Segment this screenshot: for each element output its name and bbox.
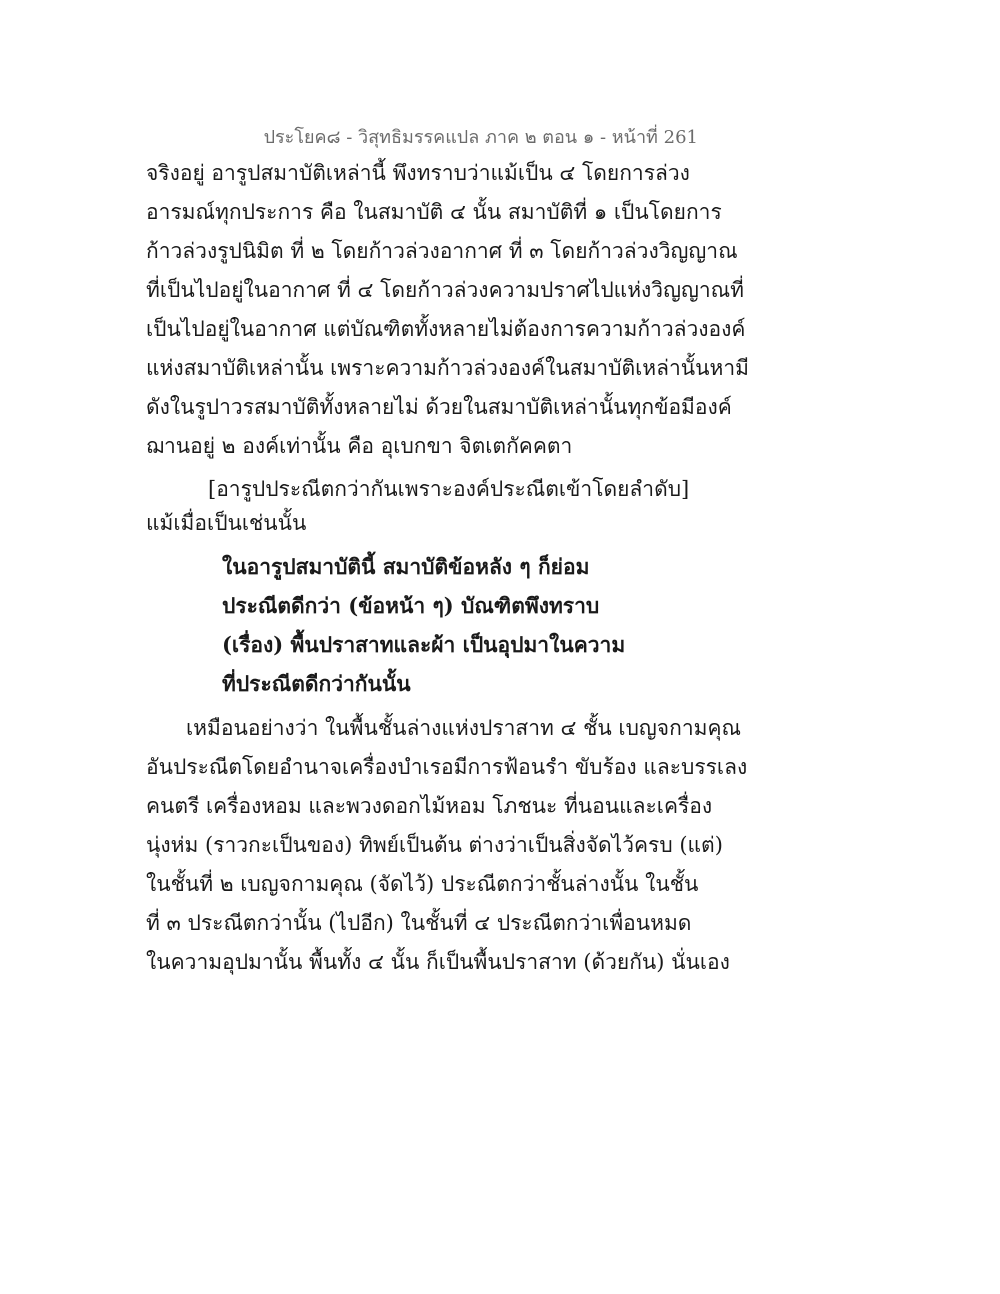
text-line: ดังในรูปาวรสมาบัติทั้งหลายไม่ ด้วยในสมาบัติเหล่านั้นทุกข้อมีองค์ xyxy=(146,395,732,419)
verse-line: ที่ประณีตดีกว่ากันนั้น xyxy=(222,671,411,696)
text-line: เป็นไปอยู่ในอากาศ แต่บัณฑิตทั้งหลายไม่ต้องการความก้าวล่วงองค์ xyxy=(146,317,746,341)
text-line: จริงอยู่ อารูปสมาบัติเหล่านี้ พึงทราบว่าแม้เป็น ๔ โดยการล่วง xyxy=(146,161,690,185)
text-line: อันประณีตโดยอำนาจเครื่องบำเรอมีการฟ้อนรำ ขับร้อง และบรรเลง xyxy=(146,755,748,779)
verse-line: ในอารูปสมาบัตินี้ สมาบัติข้อหลัง ๆ ก็ย่อม xyxy=(222,554,590,579)
verse-line: (เรื่อง) พื้นปราสาทและผ้า เป็นอุปมาในความ xyxy=(222,632,626,657)
text-line: ที่เป็นไปอยู่ในอากาศ ที่ ๔ โดยก้าวล่วงความปราศไปแห่งวิญญาณที่ xyxy=(146,278,744,302)
text-line: แห่งสมาบัติเหล่านั้น เพราะความก้าวล่วงองค์ในสมาบัติเหล่านั้นหามี xyxy=(146,356,749,380)
text-line: นุ่งห่ม (ราวกะเป็นของ) ทิพย์เป็นต้น ต่างว่าเป็นสิ่งจัดไว้ครบ (แต่) xyxy=(146,833,723,857)
text-line: ในความอุปมานั้น พื้นทั้ง ๔ นั้น ก็เป็นพื้นปราสาท (ด้วยกัน) นั่นเอง xyxy=(146,950,730,974)
text-line: ก้าวล่วงรูปนิมิต ที่ ๒ โดยก้าวล่วงอากาศ ที่ ๓ โดยก้าวล่วงวิญญาณ xyxy=(146,239,738,263)
text-line: ในชั้นที่ ๒ เบญจกามคุณ (จัดไว้) ประณีตกว่าชั้นล่างนั้น ในชั้น xyxy=(146,872,699,896)
text-line: ที่ ๓ ประณีตกว่านั้น (ไปอีก) ในชั้นที่ ๔ ประณีตกว่าเพื่อนหมด xyxy=(146,911,692,935)
text-line: ฌานอยู่ ๒ องค์เท่านั้น คือ อุเบกขา จิตเตกัคคตา xyxy=(146,434,573,458)
text-line: เหมือนอย่างว่า ในพื้นชั้นล่างแห่งปราสาท ๔ ชั้น เบญจกามคุณ xyxy=(186,716,741,740)
section-heading: [อารูปประณีตกว่ากันเพราะองค์ประณีตเข้าโดยลำดับ] xyxy=(208,477,690,501)
text-line: อารมณ์ทุกประการ คือ ในสมาบัติ ๔ นั้น สมาบัติที่ ๑ เป็นโดยการ xyxy=(146,200,722,224)
intro-line: แม้เมื่อเป็นเช่นนั้น xyxy=(146,511,307,535)
verse-line: ประณีตดีกว่า (ข้อหน้า ๆ) บัณฑิตพึงทราบ xyxy=(222,593,600,618)
running-header: ประโยค๘ - วิสุทธิมรรคแปล ภาค ๒ ตอน ๑ - หน้าที่ 261 xyxy=(263,127,698,148)
text-line: คนตรี เครื่องหอม และพวงดอกไม้หอม โภชนะ ที่นอนและเครื่อง xyxy=(146,794,713,818)
